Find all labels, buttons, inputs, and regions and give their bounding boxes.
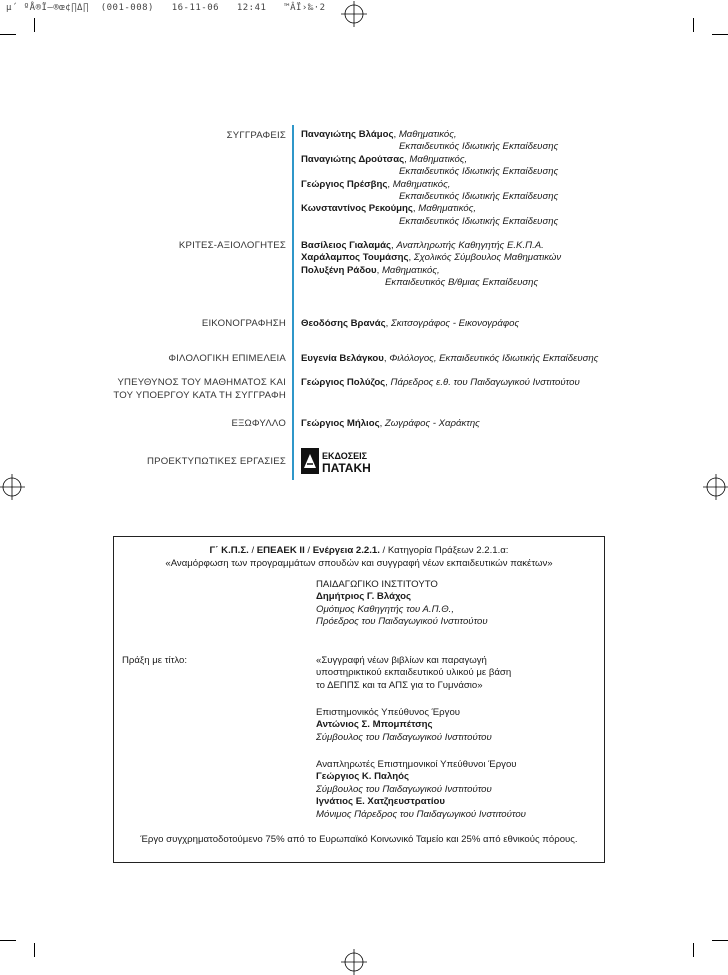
author-entry: Γεώργιος Πρέσβης, Μαθηματικός, <box>301 178 451 190</box>
author-entry: Κωνσταντίνος Ρεκούμης, Μαθηματικός, <box>301 203 477 215</box>
label-reviewers: ΚΡΙΤΕΣ-ΑΞΙΟΛΟΓΗΤΕΣ <box>178 240 286 251</box>
print-slug-line: µ΄ ºÅ®Ï–®œ¢∏Δ∏ (001-008) 16-11-06 12:41 ™ÂÏ›‰·2 <box>6 3 326 13</box>
label-authors: ΣΥΓΓΡΑΦΕΙΣ <box>226 130 286 141</box>
scientific-lead-block: Επιστημονικός Υπεύθυνος Έργου Αντώνιος Σ. Μπομπέτσης Σύμβουλος του Παιδαγωγικού Ινστιτούτου <box>316 707 492 743</box>
reviewer-entry: Χαράλαμπος Τουμάσης, Σχολικός Σύμβουλος Μαθηματικών <box>301 252 562 264</box>
cover-artist-entry: Γεώργιος Μήλιος, Ζωγράφος - Χαράκτης <box>301 418 480 429</box>
crop-mark <box>712 34 728 35</box>
reviewers-list <box>301 240 701 290</box>
deputy-leads-block: Αναπληρωτές Επιστημονικοί Υπεύθυνοι Έργου Γεώργιος Κ. Παληός Σύμβουλος του Παιδαγωγικού Ινστιτούτου Ιγνάτιος Ε. Χατζηευστρατίου Μόνιμος Πάρεδρος του Παιδαγωγικού Ινστιτούτου <box>316 759 526 820</box>
label-prepress: ΠΡΟΕΚΤΥΠΩΤΙΚΕΣ ΕΡΓΑΣΙΕΣ <box>147 456 286 467</box>
reviewer-entry: Πολυξένη Ράδου, Μαθηματικός, <box>301 264 440 276</box>
label-responsible-line1: ΥΠΕΥΘΥΝΟΣ ΤΟΥ ΜΑΘΗΜΑΤΟΣ ΚΑΙ <box>117 377 286 388</box>
registration-mark-top <box>341 1 367 27</box>
crop-mark <box>34 18 35 32</box>
crop-mark <box>693 18 694 32</box>
label-responsible-line2: ΤΟΥ ΥΠΟΕΡΓΟΥ ΚΑΤΑ ΤΗ ΣΥΓΓΡΑΦΗ <box>113 390 286 401</box>
action-label: Πράξη με τίτλο: <box>122 655 188 666</box>
author-affiliation: Εκπαιδευτικός Ιδιωτικής Εκπαίδευσης <box>399 141 559 153</box>
registration-mark-bottom <box>341 949 367 975</box>
label-illustration: ΕΙΚΟΝΟΓΡΑΦΗΣΗ <box>201 318 286 329</box>
label-philology: ΦΙΛΟΛΟΓΙΚΗ ΕΠΙΜΕΛΕΙΑ <box>168 353 286 364</box>
registration-mark-right <box>703 474 728 500</box>
blue-divider-line <box>292 125 294 480</box>
box-heading: Γ΄ Κ.Π.Σ. / ΕΠΕΑΕΚ ΙΙ / Ενέργεια 2.2.1. / Κατηγορία Πράξεων 2.2.1.α: <box>209 545 509 556</box>
svg-text:ΠΑΤΑΚΗ: ΠΑΤΑΚΗ <box>322 461 371 474</box>
crop-mark <box>0 34 16 35</box>
author-entry: Παναγιώτης Δρούτσας, Μαθηματικός, <box>301 153 468 165</box>
reviewer-affiliation: Εκπαιδευτικός Β/θμιας Εκπαίδευσης <box>385 277 539 289</box>
registration-mark-left <box>0 474 25 500</box>
box-subheading: «Αναμόρφωση των προγραμμάτων σπουδών και συγγραφή νέων εκπαιδευτικών πακέτων» <box>165 558 553 569</box>
crop-mark <box>34 943 35 957</box>
funding-footer: Έργο συγχρηματοδοτούμενο 75% από το Ευρωπαϊκό Κοινωνικό Ταμείο και 25% από εθνικούς πόρους. <box>140 834 578 845</box>
authors-list <box>301 129 701 228</box>
crop-mark <box>0 940 16 941</box>
illustrator-entry: Θεοδόσης Βρανάς, Σκιτσογράφος - Εικονογράφος <box>301 318 520 329</box>
institute-block: ΠΑΙΔΑΓΩΓΙΚΟ ΙΝΣΤΙΤΟΥΤΟ Δημήτριος Γ. Βλάχος Ομότιμος Καθηγητής του Α.Π.Θ., Πρόεδρος του Παιδαγωγικού Ινστιτούτου <box>316 579 488 628</box>
funding-info-box <box>113 536 605 863</box>
author-affiliation: Εκπαιδευτικός Ιδιωτικής Εκπαίδευσης <box>399 166 559 178</box>
author-entry: Παναγιώτης Βλάμος, Μαθηματικός, <box>301 129 457 140</box>
svg-text:ΕΚΔΟΣΕΙΣ: ΕΚΔΟΣΕΙΣ <box>322 451 368 461</box>
crop-mark <box>693 943 694 957</box>
action-title: «Συγγραφή νέων βιβλίων και παραγωγή υποστηρικτικού εκπαιδευτικού υλικού με βάση το ΔΕΠΠΣ και τα ΑΠΣ για το Γυμνάσιο» <box>316 655 512 691</box>
label-cover: ΕΞΩΦΥΛΛΟ <box>231 418 286 429</box>
author-affiliation: Εκπαιδευτικός Ιδιωτικής Εκπαίδευσης <box>399 191 559 203</box>
author-affiliation: Εκπαιδευτικός Ιδιωτικής Εκπαίδευσης <box>399 215 559 227</box>
crop-mark <box>712 940 728 941</box>
patakis-publisher-logo <box>301 448 383 474</box>
reviewer-entry: Βασίλειος Γιαλαμάς, Αναπληρωτής Καθηγητής Ε.Κ.Π.Α. <box>301 240 544 251</box>
responsible-entry: Γεώργιος Πολύζος, Πάρεδρος ε.θ. του Παιδαγωγικού Ινστιτούτου <box>301 377 580 388</box>
philologist-entry: Ευγενία Βελάγκου, Φιλόλογος, Εκπαιδευτικός Ιδιωτικής Εκπαίδευσης <box>301 353 599 364</box>
